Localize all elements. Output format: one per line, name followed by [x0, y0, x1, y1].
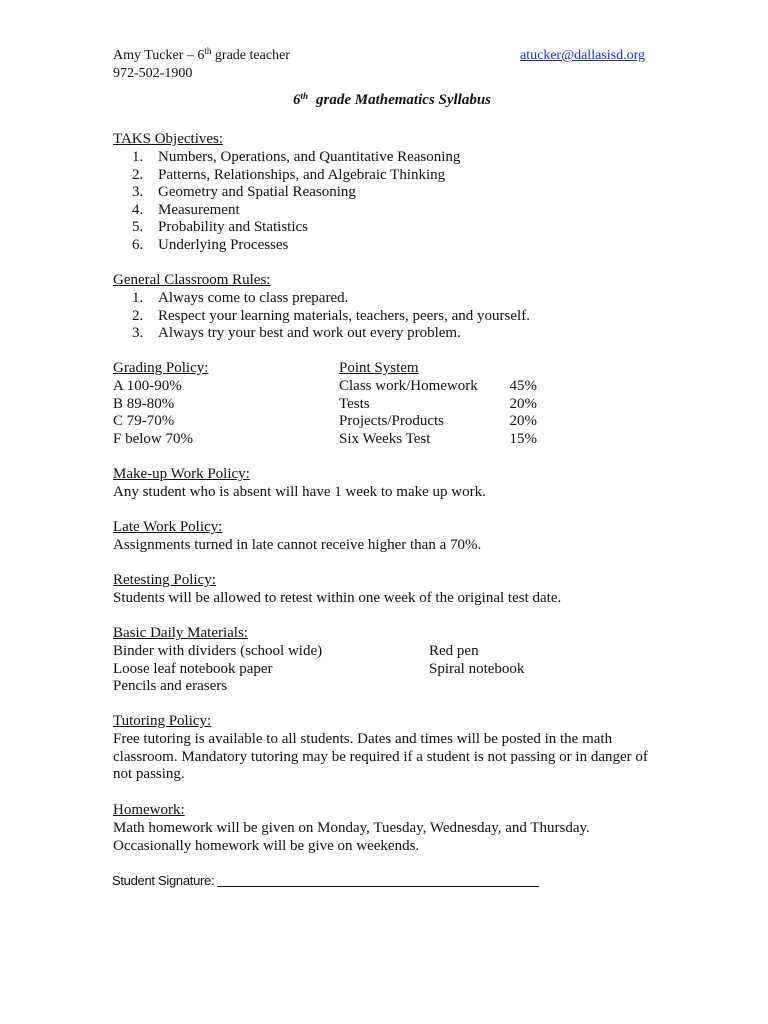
point-system-heading: Point System	[339, 360, 419, 376]
list-item: 6. Underlying Processes	[132, 236, 289, 253]
list-item: 3. Geometry and Spatial Reasoning	[132, 184, 356, 201]
materials-left	[113, 643, 322, 696]
point-value: 20%	[509, 395, 537, 412]
grade-row: A 100-90%	[113, 378, 182, 394]
rules-list	[132, 290, 530, 343]
point-system-labels	[339, 378, 478, 448]
material-item: Pencils and erasers	[113, 678, 228, 695]
signature-label: Student Signature:	[112, 873, 215, 888]
page-title: 6thgrade Mathematics Syllabus	[292, 91, 492, 108]
list-item: 5. Probability and Statistics	[132, 219, 308, 236]
teacher-name: Amy Tucker – 6th grade teacher	[113, 46, 290, 63]
teacher-email-link[interactable]: atucker@dallasisd.org	[520, 48, 645, 63]
list-item: 2. Respect your learning materials, teachers, peers, and yourself.	[132, 307, 530, 324]
teacher-phone: 972-502-1900	[113, 66, 193, 81]
point-label: Projects/Products	[339, 413, 444, 430]
grade-row: B 89-80%	[113, 395, 175, 412]
material-item: Loose leaf notebook paper	[113, 660, 273, 677]
grading-heading: Grading Policy:	[113, 360, 209, 376]
makeup-heading: Make-up Work Policy:	[113, 466, 250, 482]
homework-heading: Homework:	[113, 802, 185, 818]
taks-heading: TAKS Objectives:	[113, 131, 224, 147]
late-text: Assignments turned in late cannot receive higher than a 70%.	[113, 537, 482, 553]
list-item: 3. Always try your best and work out every problem.	[132, 325, 461, 342]
signature-row	[112, 872, 539, 890]
material-item: Binder with dividers (school wide)	[113, 643, 323, 659]
homework-text: Math homework will be given on Monday, Tuesday, Wednesday, and Thursday. Occasionally homework will be give on weekends.	[113, 820, 590, 854]
point-label: Six Weeks Test	[339, 430, 431, 447]
makeup-text: Any student who is absent will have 1 week to make up work.	[113, 484, 486, 500]
list-item: 1. Always come to class prepared.	[132, 290, 349, 306]
grade-row: C 79-70%	[113, 413, 175, 430]
point-system-values	[500, 378, 537, 448]
materials-right	[429, 643, 524, 678]
point-value: 45%	[509, 378, 537, 394]
material-item: Red pen	[429, 643, 479, 659]
tutoring-heading: Tutoring Policy:	[113, 713, 212, 729]
point-value: 15%	[509, 430, 537, 447]
list-item: 1. Numbers, Operations, and Quantitative Reasoning	[132, 149, 461, 165]
late-heading: Late Work Policy:	[113, 519, 223, 535]
tutoring-text: Free tutoring is available to all students. Dates and times will be posted in the math classroom. Mandatory tutoring may be required if a student is not passing or in danger of not passing.	[113, 731, 648, 783]
materials-heading: Basic Daily Materials:	[113, 625, 248, 641]
signature-line[interactable]	[217, 886, 539, 887]
point-label: Class work/Homework	[339, 378, 478, 394]
list-item: 4. Measurement	[132, 201, 240, 218]
material-item: Spiral notebook	[429, 660, 525, 677]
list-item: 2. Patterns, Relationships, and Algebraic Thinking	[132, 166, 446, 183]
grade-row: F below 70%	[113, 430, 193, 447]
grade-scale	[113, 378, 193, 448]
retest-heading: Retesting Policy:	[113, 572, 216, 588]
taks-list	[132, 149, 460, 255]
point-label: Tests	[339, 395, 370, 412]
point-value: 20%	[509, 413, 537, 430]
retest-text: Students will be allowed to retest within one week of the original test date.	[113, 590, 562, 606]
rules-heading: General Classroom Rules:	[113, 272, 271, 288]
